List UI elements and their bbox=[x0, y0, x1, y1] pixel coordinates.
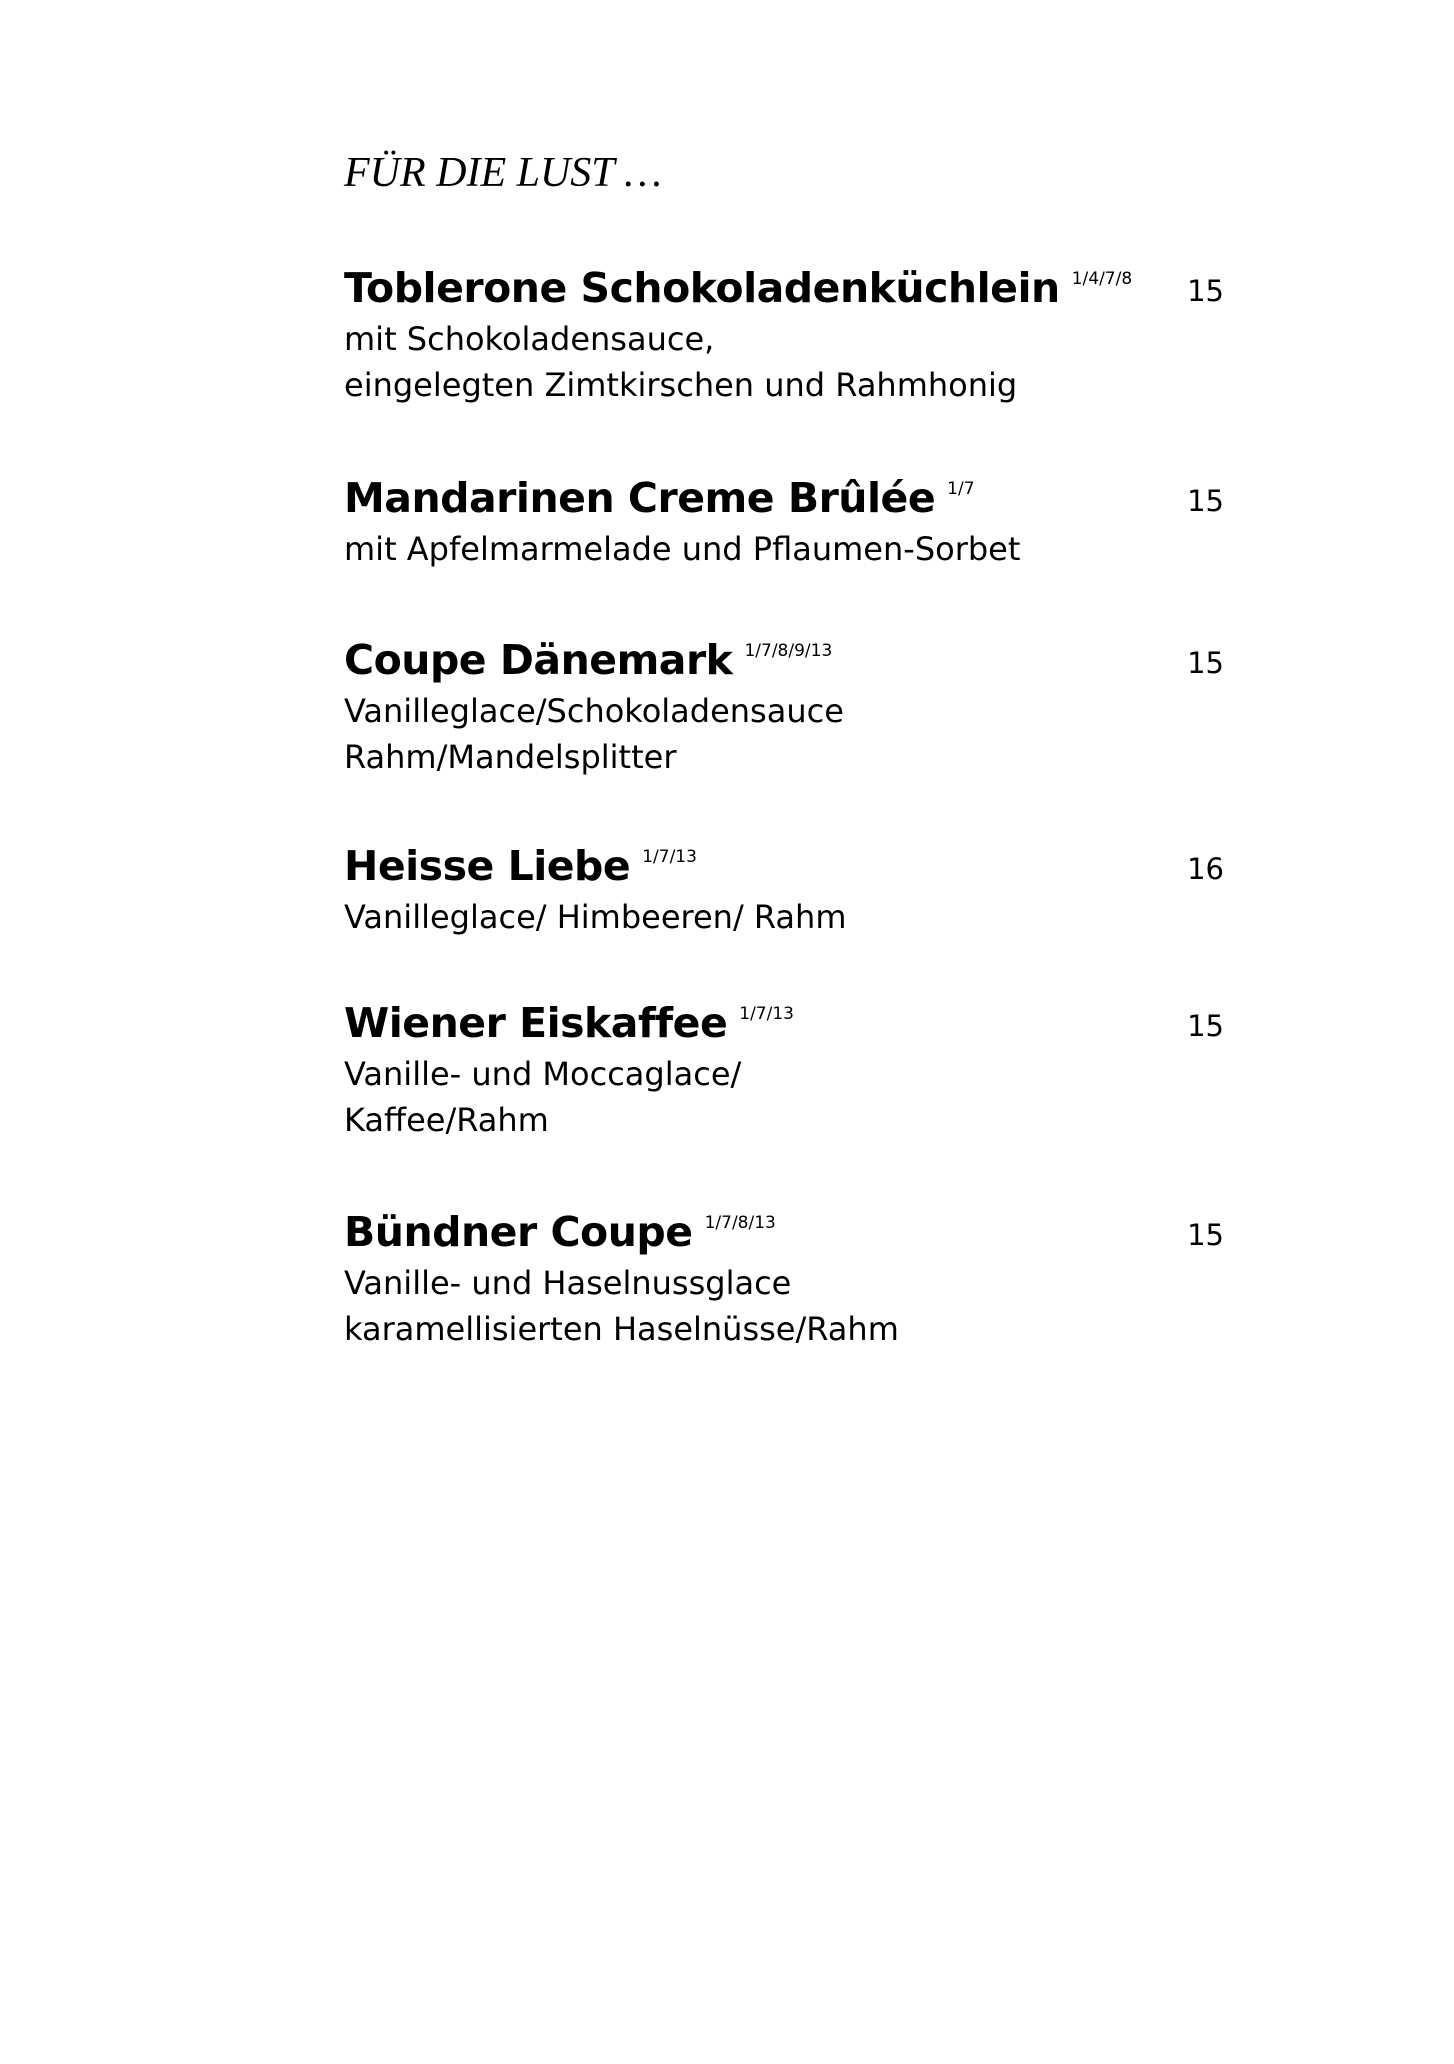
menu-item bbox=[344, 470, 1224, 572]
menu-item-description: mit Apfelmarmelade und Pflaumen-Sorbet bbox=[344, 530, 1021, 568]
menu-item-description: Vanille- und Haselnussglace bbox=[344, 1264, 792, 1302]
menu-item-allergens: 1/7/13 bbox=[739, 1004, 794, 1024]
menu-item-description: eingelegten Zimtkirschen und Rahmhonig bbox=[344, 366, 1018, 404]
menu-item-header bbox=[344, 838, 1224, 894]
menu-item-allergens: 1/7 bbox=[947, 479, 975, 499]
menu-item-name: Wiener Eiskaffee bbox=[344, 999, 728, 1047]
menu-item-description: Vanille- und Moccaglace/ bbox=[344, 1055, 742, 1093]
menu-item-name: Bündner Coupe bbox=[344, 1208, 693, 1256]
menu-item-name: Toblerone Schokoladenküchlein bbox=[344, 264, 1060, 312]
menu-item-allergens: 1/7/8/13 bbox=[704, 1213, 776, 1233]
menu-item-description: Vanilleglace/Schokoladensauce bbox=[344, 692, 844, 730]
menu-item-header bbox=[344, 1204, 1224, 1260]
menu-item bbox=[344, 1204, 1224, 1352]
menu-item-price: 15 bbox=[1187, 1218, 1224, 1252]
menu-item bbox=[344, 260, 1224, 408]
menu-item-allergens: 1/4/7/8 bbox=[1071, 269, 1133, 289]
menu-item-header bbox=[344, 632, 1224, 688]
menu-item-header bbox=[344, 260, 1224, 316]
menu-item-description: Kaffee/Rahm bbox=[344, 1101, 549, 1139]
menu-item-price: 16 bbox=[1187, 852, 1224, 886]
menu-item-name: Coupe Dänemark bbox=[344, 636, 733, 684]
menu-item-description: mit Schokoladensauce, bbox=[344, 320, 715, 358]
menu-item-allergens: 1/7/13 bbox=[642, 847, 697, 867]
menu-item-price: 15 bbox=[1187, 274, 1224, 308]
menu-item-name: Heisse Liebe bbox=[344, 842, 631, 890]
menu-item-description: Rahm/Mandelsplitter bbox=[344, 738, 677, 776]
menu-item bbox=[344, 995, 1224, 1143]
menu-item-description: Vanilleglace/ Himbeeren/ Rahm bbox=[344, 898, 847, 936]
menu-item-name: Mandarinen Creme Brûlée bbox=[344, 474, 936, 522]
menu-item-description: karamellisierten Haselnüsse/Rahm bbox=[344, 1310, 899, 1348]
menu-item bbox=[344, 632, 1224, 780]
menu-item bbox=[344, 838, 1224, 940]
menu-item-price: 15 bbox=[1187, 484, 1224, 518]
menu-item-header bbox=[344, 995, 1224, 1051]
menu-item-allergens: 1/7/8/9/13 bbox=[744, 641, 833, 661]
section-title: FÜR DIE LUST … bbox=[344, 150, 662, 196]
menu-item-price: 15 bbox=[1187, 1009, 1224, 1043]
menu-item-header bbox=[344, 470, 1224, 526]
menu-item-price: 15 bbox=[1187, 646, 1224, 680]
